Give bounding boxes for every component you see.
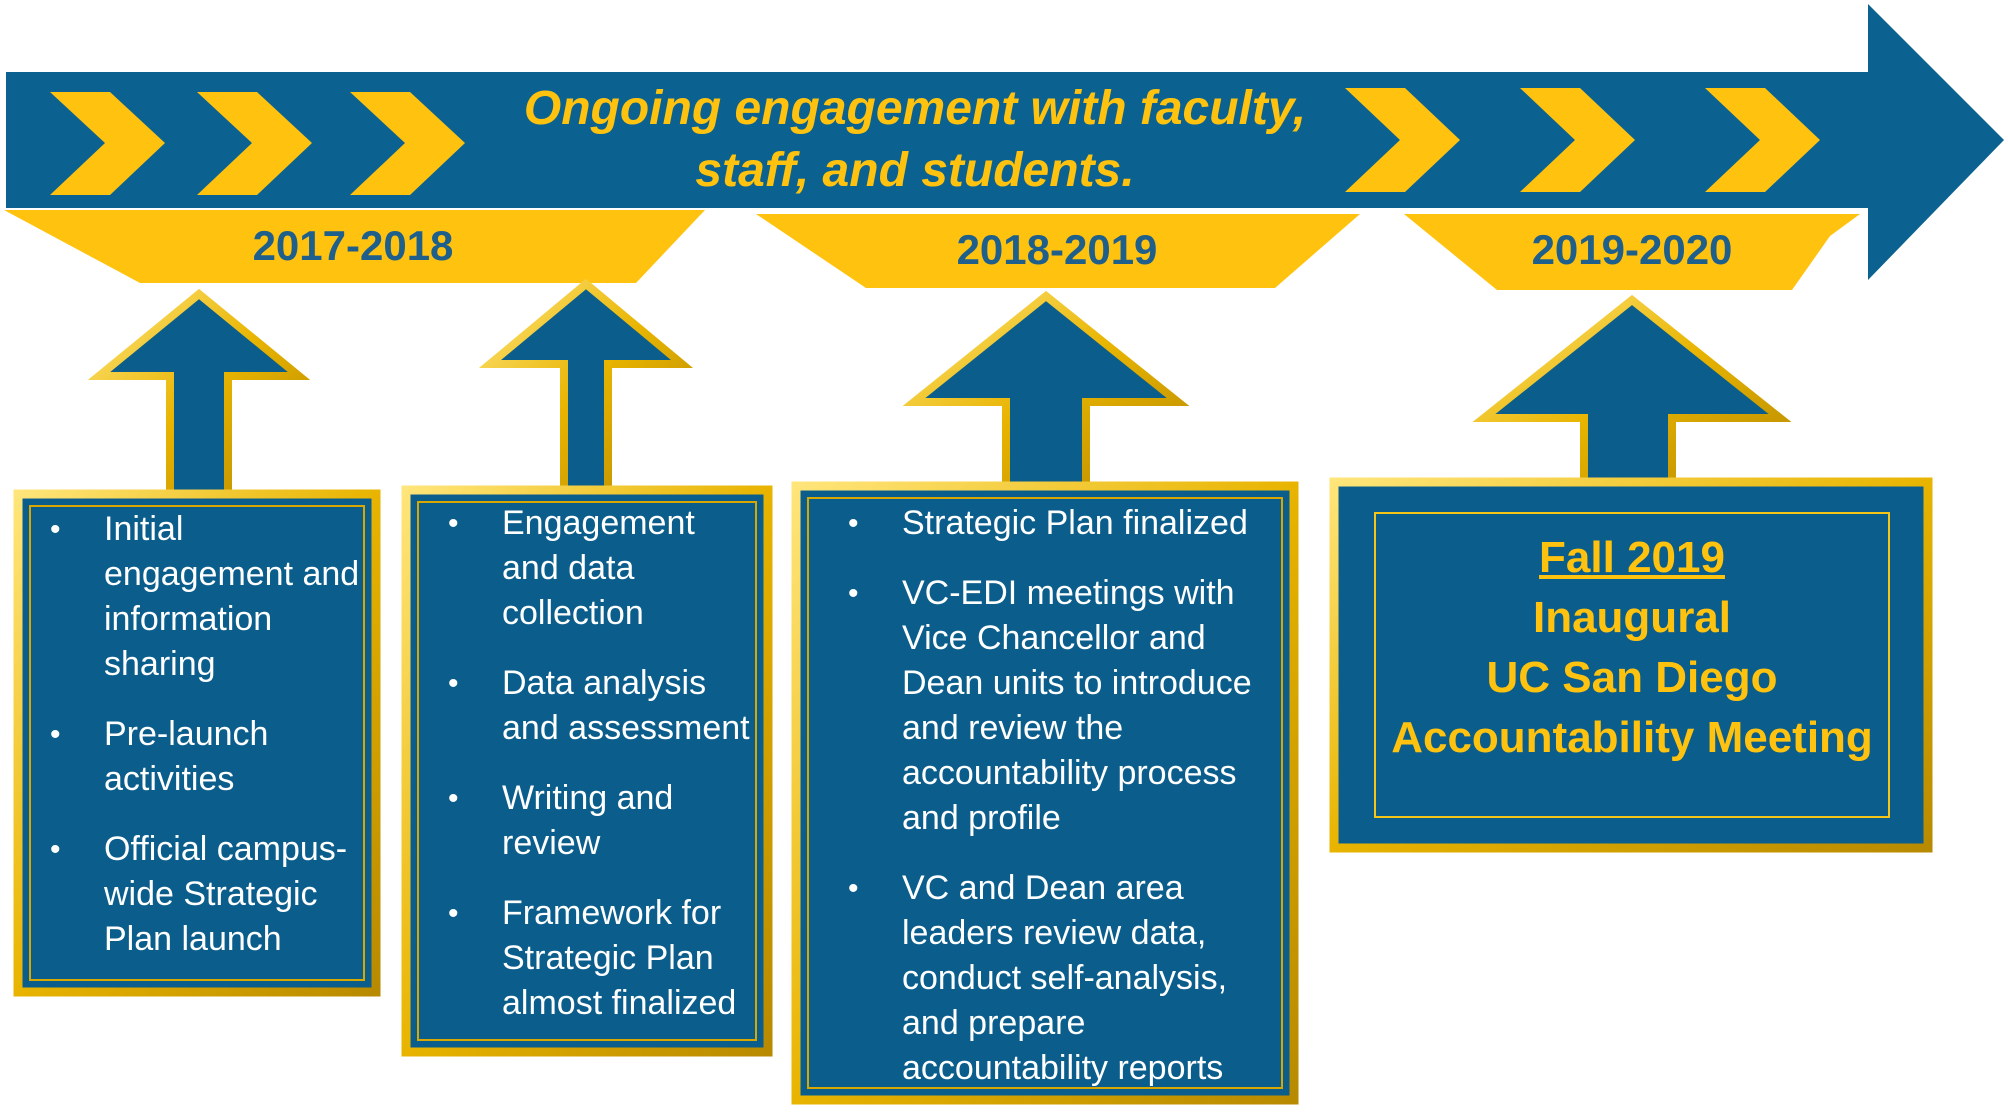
final-line: Inaugural xyxy=(1532,593,1732,642)
final-heading: Fall 2019 xyxy=(1539,533,1725,582)
list-item: • VC and Dean area leaders review data, conduct self-analysis, and prepare accountability reports xyxy=(816,866,1272,1091)
milestone-box-3 xyxy=(816,501,1272,1116)
list-item: • Strategic Plan finalized xyxy=(816,501,1272,546)
year-label: 2018-2019 xyxy=(956,226,1158,273)
final-line: Accountability Meeting xyxy=(1391,713,1873,762)
list-item: • Initial engagement and information sharing xyxy=(18,507,370,687)
list-item: • VC-EDI meetings with Vice Chancellor and Dean units to introduce and review the accountability process and profile xyxy=(816,571,1272,841)
list-item: • Pre-launch activities xyxy=(18,712,370,802)
year-label: 2019-2020 xyxy=(1531,226,1733,273)
milestone-box-2 xyxy=(416,501,756,1051)
year-label: 2017-2018 xyxy=(252,222,454,269)
milestone-box-4 xyxy=(1374,512,1890,818)
banner-text-line2: staff, and students. xyxy=(695,144,1135,197)
list-item: • Data analysis and assessment xyxy=(416,661,756,751)
list-item: • Framework for Strategic Plan almost finalized xyxy=(416,891,756,1026)
list-item: • Writing and review xyxy=(416,776,756,866)
banner-text xyxy=(440,78,1390,202)
banner-text-line1: Ongoing engagement with faculty, xyxy=(523,82,1307,135)
list-item: • Engagement and data collection xyxy=(416,501,756,636)
milestone-box-1 xyxy=(18,507,370,987)
list-item: • Official campus-wide Strategic Plan launch xyxy=(18,827,370,962)
final-line: UC San Diego xyxy=(1486,653,1778,702)
